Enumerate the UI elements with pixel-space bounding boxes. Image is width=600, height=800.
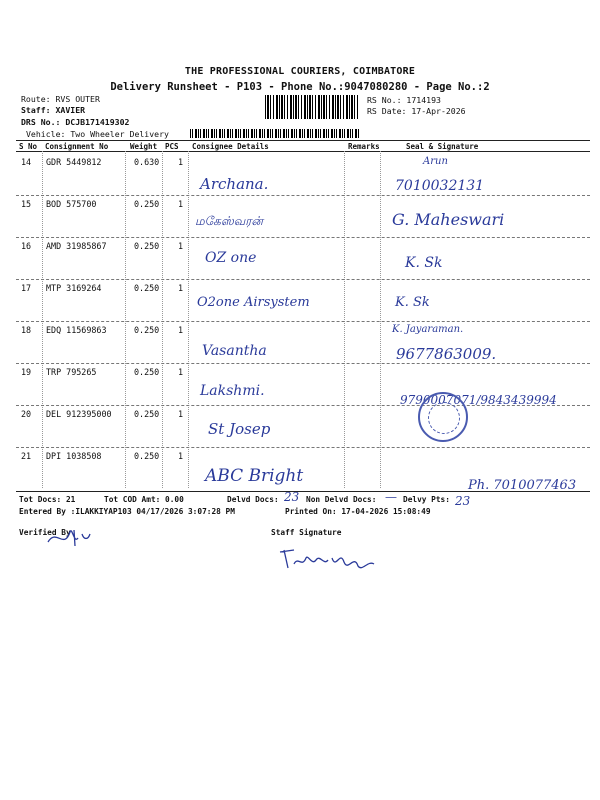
row-pcs: 1 — [178, 199, 184, 209]
table-bottom-rule — [16, 491, 590, 492]
row-weight: 0.250 — [134, 199, 160, 209]
delivery-points-handwritten: 23 — [455, 494, 471, 508]
staff-signature-label: Staff Signature — [271, 528, 342, 537]
row-weight: 0.250 — [134, 283, 160, 293]
total-cod: Tot COD Amt: 0.00 — [104, 495, 184, 504]
row-sno: 18 — [21, 325, 32, 335]
drs-label: DRS No.: DCJB171419302 — [21, 117, 130, 127]
delivered-docs-handwritten: 23 — [284, 490, 300, 504]
consignee-handwriting: OZ one — [205, 250, 257, 266]
verified-by-label: Verified By — [19, 528, 71, 537]
entered-by: Entered By :ILAKKIYAP103 04/17/2026 3:07:28 PM — [19, 507, 235, 516]
table-row — [0, 321, 600, 363]
rs-date: RS Date: 17-Apr-2026 — [367, 106, 466, 116]
table-row — [0, 237, 600, 279]
table-row — [0, 153, 600, 195]
col-sno: S No — [19, 142, 38, 151]
delivery-points: Delvy Pts: — [403, 495, 450, 504]
col-consignee: Consignee Details — [192, 142, 269, 151]
row-sno: 21 — [21, 451, 32, 461]
vehicle-label: Vehicle: Two Wheeler Delivery — [26, 129, 169, 139]
col-seal: Seal & Signature — [406, 142, 479, 151]
row-sno: 14 — [21, 157, 32, 167]
row-consignment-no: AMD 31985867 — [46, 241, 107, 251]
row-consignment-no: TRP 795265 — [46, 367, 97, 377]
consignee-handwriting: O2one Airsystem — [197, 295, 310, 310]
barcode-strip — [190, 129, 360, 138]
row-consignment-no: EDQ 11569863 — [46, 325, 107, 335]
seal-handwriting: 9677863009. — [396, 345, 497, 363]
row-consignment-no: DPI 1038508 — [46, 451, 102, 461]
staff-signature — [278, 544, 378, 574]
consignee-handwriting: Archana. — [200, 175, 269, 193]
col-consignment: Consignment No — [45, 142, 109, 151]
staff-label: Staff: XAVIER — [21, 105, 86, 115]
row-sno: 15 — [21, 199, 32, 209]
row-consignment-no: MTP 3169264 — [46, 283, 102, 293]
row-pcs: 1 — [178, 367, 184, 377]
table-row — [0, 405, 600, 447]
row-consignment-no: GDR 5449812 — [46, 157, 102, 167]
consignee-handwriting: Vasantha — [202, 343, 267, 359]
seal-handwriting: 7010032131 — [395, 178, 485, 194]
route-label: Route: RVS OUTER — [21, 94, 100, 104]
seal-handwriting: 9790007071/9843439994 — [400, 393, 557, 407]
company-seal-stamp — [418, 392, 468, 442]
row-weight: 0.250 — [134, 409, 160, 419]
consignee-handwriting: ABC Bright — [205, 466, 304, 486]
non-delivered-handwritten: — — [385, 490, 397, 504]
seal-handwriting: G. Maheswari — [392, 210, 505, 229]
verifier-signature — [44, 524, 94, 554]
row-sno: 16 — [21, 241, 32, 251]
consignee-handwriting: St Josep — [208, 420, 271, 438]
table-row — [0, 195, 600, 237]
row-weight: 0.250 — [134, 367, 160, 377]
row-weight: 0.250 — [134, 241, 160, 251]
consignee-handwriting: மகேஸ்வரன் — [195, 214, 264, 228]
total-docs: Tot Docs: 21 — [19, 495, 76, 504]
delivered-docs: Delvd Docs: — [227, 495, 279, 504]
rs-number: RS No.: 1714193 — [367, 95, 441, 105]
row-weight: 0.250 — [134, 325, 160, 335]
col-remarks: Remarks — [348, 142, 380, 151]
company-title: THE PROFESSIONAL COURIERS, COIMBATORE — [184, 66, 416, 77]
row-pcs: 1 — [178, 241, 184, 251]
row-consignment-no: BOD 575700 — [46, 199, 97, 209]
row-pcs: 1 — [178, 325, 184, 335]
barcode-image — [265, 95, 360, 119]
seal-handwriting-note: Arun — [423, 156, 448, 167]
row-weight: 0.630 — [134, 157, 160, 167]
printed-on: Printed On: 17-04-2026 15:08:49 — [285, 507, 431, 516]
row-pcs: 1 — [178, 283, 184, 293]
runsheet-title: Delivery Runsheet - P103 - Phone No.:9047080280 - Page No.:2 — [110, 81, 490, 93]
seal-handwriting: Ph. 7010077463 — [468, 478, 577, 493]
row-pcs: 1 — [178, 451, 184, 461]
row-weight: 0.250 — [134, 451, 160, 461]
seal-handwriting-note: K. Jayaraman. — [392, 324, 464, 335]
row-pcs: 1 — [178, 409, 184, 419]
row-sno: 20 — [21, 409, 32, 419]
row-consignment-no: DEL 912395000 — [46, 409, 112, 419]
seal-handwriting: K. Sk — [395, 295, 430, 310]
col-weight: Weight — [130, 142, 158, 151]
row-pcs: 1 — [178, 157, 184, 167]
consignee-handwriting: Lakshmi. — [200, 383, 265, 399]
col-pcs: PCS — [165, 142, 179, 151]
non-delivered-docs: Non Delvd Docs: — [306, 495, 377, 504]
seal-handwriting: K. Sk — [405, 255, 443, 271]
table-head-rule — [16, 151, 590, 152]
row-sno: 17 — [21, 283, 32, 293]
row-sno: 19 — [21, 367, 32, 377]
table-top-rule — [16, 140, 590, 141]
